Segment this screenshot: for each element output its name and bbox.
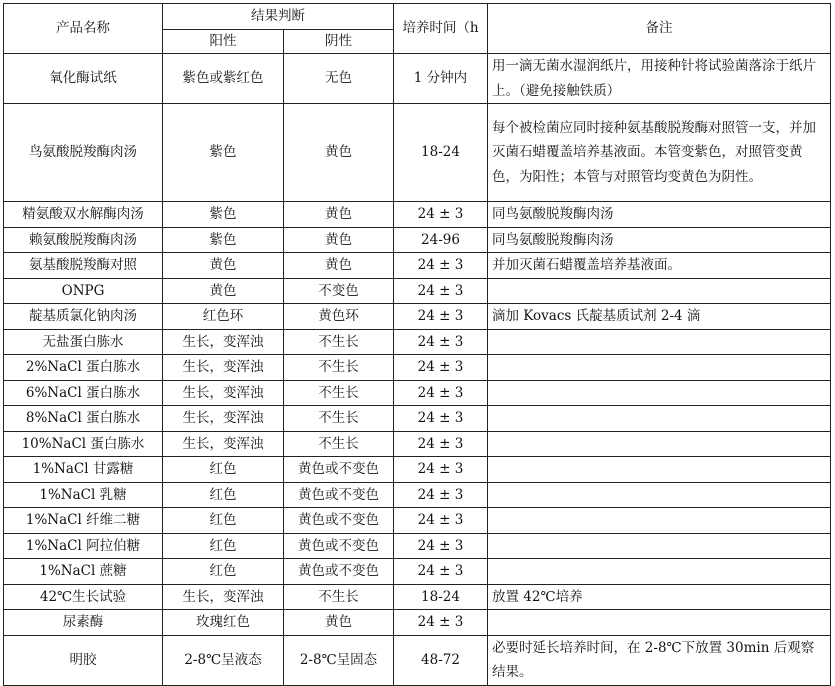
cell-culture-time: 24 ± 3: [394, 304, 488, 330]
cell-culture-time: 24 ± 3: [394, 508, 488, 534]
cell-product-name: 8%NaCl 蛋白胨水: [4, 406, 163, 432]
cell-note: [488, 610, 831, 636]
cell-product-name: 6%NaCl 蛋白胨水: [4, 380, 163, 406]
cell-negative: 黄色: [284, 227, 394, 253]
cell-positive: 生长，变浑浊: [163, 406, 284, 432]
table-row: [4, 355, 831, 381]
table-row: [4, 457, 831, 483]
cell-product-name: 靛基质氯化钠肉汤: [4, 304, 163, 330]
cell-negative: 黄色: [284, 253, 394, 279]
cell-note: [488, 355, 831, 381]
cell-positive: 紫色: [163, 227, 284, 253]
cell-culture-time: 48-72: [394, 635, 488, 685]
header-positive: 阳性: [163, 30, 284, 54]
cell-note: 必要时延长培养时间，在 2-8℃下放置 30min 后观察结果。: [488, 635, 831, 685]
cell-negative: 黄色或不变色: [284, 482, 394, 508]
cell-positive: 玫瑰红色: [163, 610, 284, 636]
cell-culture-time: 24 ± 3: [394, 406, 488, 432]
table-row: [4, 329, 831, 355]
cell-positive: 生长，变浑浊: [163, 329, 284, 355]
header-culture-time: 培养时间（h: [394, 4, 488, 54]
cell-positive: 紫色或紫红色: [163, 54, 284, 104]
cell-product-name: 1%NaCl 蔗糖: [4, 559, 163, 585]
table-row: [4, 559, 831, 585]
cell-positive: 红色环: [163, 304, 284, 330]
biochemical-test-table: [3, 3, 831, 686]
cell-positive: 生长，变浑浊: [163, 431, 284, 457]
table-row: [4, 202, 831, 228]
cell-negative: 不生长: [284, 584, 394, 610]
header-row-1: [4, 4, 831, 30]
header-result: 结果判断: [163, 4, 394, 30]
cell-culture-time: 24-96: [394, 227, 488, 253]
cell-negative: 黄色: [284, 202, 394, 228]
cell-note: [488, 329, 831, 355]
cell-note: [488, 482, 831, 508]
cell-note: 放置 42℃培养: [488, 584, 831, 610]
cell-product-name: 1%NaCl 纤维二糖: [4, 508, 163, 534]
cell-culture-time: 24 ± 3: [394, 482, 488, 508]
cell-negative: 黄色或不变色: [284, 508, 394, 534]
cell-note: 并加灭菌石蜡覆盖培养基液面。: [488, 253, 831, 279]
cell-negative: 不生长: [284, 380, 394, 406]
cell-culture-time: 24 ± 3: [394, 559, 488, 585]
table-row: [4, 584, 831, 610]
table-row: [4, 54, 831, 104]
cell-culture-time: 24 ± 3: [394, 253, 488, 279]
cell-negative: 黄色或不变色: [284, 457, 394, 483]
cell-positive: 黄色: [163, 253, 284, 279]
cell-note: [488, 278, 831, 304]
cell-note: [488, 559, 831, 585]
cell-culture-time: 1 分钟内: [394, 54, 488, 104]
table-row: [4, 431, 831, 457]
cell-product-name: 氨基酸脱羧酶对照: [4, 253, 163, 279]
cell-note: [488, 533, 831, 559]
cell-culture-time: 18-24: [394, 584, 488, 610]
table-row: [4, 278, 831, 304]
cell-positive: 红色: [163, 559, 284, 585]
cell-note: 滴加 Kovacs 氏靛基质试剂 2-4 滴: [488, 304, 831, 330]
cell-positive: 生长，变浑浊: [163, 584, 284, 610]
cell-negative: 黄色: [284, 104, 394, 202]
cell-product-name: 尿素酶: [4, 610, 163, 636]
cell-negative: 不生长: [284, 355, 394, 381]
cell-culture-time: 18-24: [394, 104, 488, 202]
table-row: [4, 533, 831, 559]
cell-positive: 红色: [163, 533, 284, 559]
cell-negative: 黄色或不变色: [284, 533, 394, 559]
cell-culture-time: 24 ± 3: [394, 431, 488, 457]
cell-positive: 红色: [163, 457, 284, 483]
header-product-name: 产品名称: [4, 4, 163, 54]
cell-product-name: 氧化酶试纸: [4, 54, 163, 104]
table-row: [4, 406, 831, 432]
table-row: [4, 304, 831, 330]
cell-culture-time: 24 ± 3: [394, 278, 488, 304]
cell-positive: 生长，变浑浊: [163, 380, 284, 406]
cell-culture-time: 24 ± 3: [394, 610, 488, 636]
cell-negative: 2-8℃呈固态: [284, 635, 394, 685]
cell-negative: 不变色: [284, 278, 394, 304]
cell-positive: 紫色: [163, 202, 284, 228]
cell-note: [488, 406, 831, 432]
table-row: [4, 380, 831, 406]
cell-positive: 红色: [163, 482, 284, 508]
table-row: [4, 227, 831, 253]
cell-product-name: 1%NaCl 阿拉伯糖: [4, 533, 163, 559]
cell-positive: 红色: [163, 508, 284, 534]
cell-product-name: 赖氨酸脱羧酶肉汤: [4, 227, 163, 253]
table-row: [4, 253, 831, 279]
cell-product-name: 42℃生长试验: [4, 584, 163, 610]
cell-product-name: 1%NaCl 乳糖: [4, 482, 163, 508]
cell-negative: 黄色环: [284, 304, 394, 330]
cell-product-name: 无盐蛋白胨水: [4, 329, 163, 355]
table-row: [4, 508, 831, 534]
cell-culture-time: 24 ± 3: [394, 355, 488, 381]
cell-negative: 不生长: [284, 329, 394, 355]
cell-note: 每个被检菌应同时接种氨基酸脱羧酶对照管一支，并加灭菌石蜡覆盖培养基液面。本管变紫色，对照管变黄色，为阳性；本管与对照管均变黄色为阴性。: [488, 104, 831, 202]
cell-product-name: ONPG: [4, 278, 163, 304]
cell-product-name: 精氨酸双水解酶肉汤: [4, 202, 163, 228]
cell-product-name: 2%NaCl 蛋白胨水: [4, 355, 163, 381]
cell-product-name: 明胶: [4, 635, 163, 685]
cell-positive: 2-8℃呈液态: [163, 635, 284, 685]
cell-product-name: 鸟氨酸脱羧酶肉汤: [4, 104, 163, 202]
cell-note: [488, 508, 831, 534]
cell-note: [488, 380, 831, 406]
cell-positive: 黄色: [163, 278, 284, 304]
cell-note: 同鸟氨酸脱羧酶肉汤: [488, 202, 831, 228]
cell-note: 用一滴无菌水湿润纸片，用接种针将试验菌落涂于纸片上。（避免接触铁质）: [488, 54, 831, 104]
header-note: 备注: [488, 4, 831, 54]
table-row: [4, 104, 831, 202]
cell-product-name: 10%NaCl 蛋白胨水: [4, 431, 163, 457]
cell-positive: 生长，变浑浊: [163, 355, 284, 381]
cell-culture-time: 24 ± 3: [394, 329, 488, 355]
cell-culture-time: 24 ± 3: [394, 202, 488, 228]
header-negative: 阴性: [284, 30, 394, 54]
cell-note: [488, 431, 831, 457]
cell-culture-time: 24 ± 3: [394, 533, 488, 559]
cell-culture-time: 24 ± 3: [394, 380, 488, 406]
cell-negative: 黄色: [284, 610, 394, 636]
cell-positive: 紫色: [163, 104, 284, 202]
cell-note: 同鸟氨酸脱羧酶肉汤: [488, 227, 831, 253]
results-table: [3, 3, 831, 686]
table-row: [4, 482, 831, 508]
cell-note: [488, 457, 831, 483]
table-row: [4, 610, 831, 636]
cell-negative: 黄色或不变色: [284, 559, 394, 585]
cell-negative: 不生长: [284, 431, 394, 457]
cell-product-name: 1%NaCl 甘露糖: [4, 457, 163, 483]
cell-culture-time: 24 ± 3: [394, 457, 488, 483]
cell-negative: 不生长: [284, 406, 394, 432]
cell-negative: 无色: [284, 54, 394, 104]
table-row: [4, 635, 831, 685]
